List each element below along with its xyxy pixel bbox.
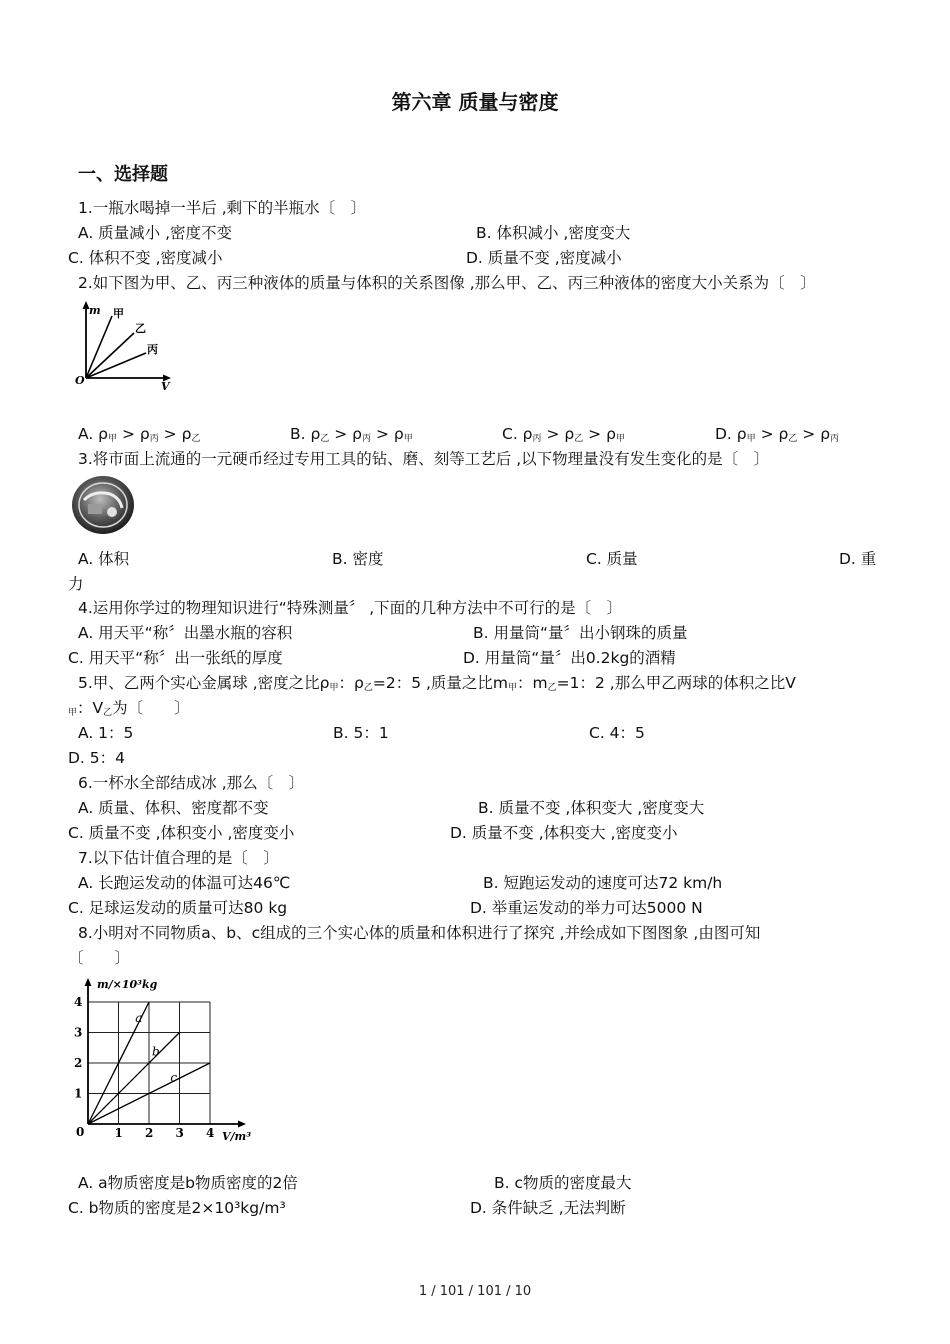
q2-label-yi: 乙 [135, 322, 146, 335]
q8-option-c: C. b物质的密度是2×10³kg/m³ [68, 1199, 286, 1217]
q5-option-d: D. 5：4 [68, 749, 126, 767]
page-title: 第六章 质量与密度 [391, 90, 559, 114]
q3-option-a: A. 体积 [78, 550, 130, 568]
q3-option-d: D. 重 [839, 550, 877, 568]
q2-label-bing: 丙 [147, 343, 158, 356]
q5-option-c: C. 4：5 [589, 724, 645, 742]
q8-x-arrow [238, 1121, 246, 1128]
q8-y-tick-label: 3 [74, 1025, 83, 1040]
q5-option-b: B. 5：1 [333, 724, 389, 742]
q6-stem: 6.一杯水全部结成冰 ,那么〔 〕 [78, 774, 305, 792]
q4-stem: 4.运用你学过的物理知识进行“特殊测量〞 ,下面的几种方法中不可行的是〔 〕 [78, 599, 623, 617]
q2-label-jia: 甲 [113, 307, 124, 320]
q8-stem-line2: 〔 〕 [68, 949, 131, 967]
q8-x-tick-label: 2 [145, 1126, 154, 1140]
q8-x-tick-label: 3 [175, 1126, 184, 1140]
q7-option-b: B. 短跑运发动的速度可达72 km/h [483, 874, 723, 892]
q4-option-d: D. 用量筒“量〞出0.2kg的酒精 [463, 649, 676, 667]
q2-mass-volume-graph [70, 298, 180, 394]
q8-option-b: B. c物质的密度最大 [494, 1174, 632, 1192]
q8-series-label-b: b [152, 1044, 160, 1059]
q3-stem: 3.将市面上流通的一元硬币经过专用工具的钻、磨、刻等工艺后 ,以下物理量没有发生变化的是〔 〕 [78, 450, 770, 468]
q5-stem-line2: $_甲$：$V_乙$为〔 〕 [68, 699, 190, 718]
page-footer: 1 / 101 / 101 / 10 [418, 1284, 532, 1299]
q2-origin: O [75, 374, 85, 387]
q8-stem-line1: 8.小明对不同物质a、b、c组成的三个实心体的质量和体积进行了探究 ,并绘成如下图图象 ,由图可知 [78, 924, 761, 942]
q8-series-label-a: a [135, 1010, 143, 1025]
q8-x-label: V/m³ [222, 1130, 252, 1143]
q2-x-label: V [161, 380, 170, 393]
q6-option-d: D. 质量不变 ,体积变大 ,密度变小 [450, 824, 678, 842]
q2-stem: 2.如下图为甲、乙、丙三种液体的质量与体积的关系图像 ,那么甲、乙、丙三种液体的密度大小关系为〔 〕 [78, 274, 816, 292]
q7-option-a: A. 长跑运发动的体温可达46℃ [78, 874, 291, 892]
q8-mass-volume-graph [68, 972, 258, 1150]
q2-option-c: C. $\rho_丙 > \rho_乙 > \rho_甲$ [502, 425, 625, 444]
q8-option-a: A. a物质密度是b物质密度的2倍 [78, 1174, 298, 1192]
q3-option-d-wrap: 力 [68, 575, 84, 593]
q5-option-a: A. 1：5 [78, 724, 134, 742]
q8-origin: 0 [76, 1125, 85, 1139]
q7-option-d: D. 举重运发动的举力可达5000 N [470, 899, 703, 917]
q2-line-yi [86, 333, 134, 378]
q6-option-c: C. 质量不变 ,体积变小 ,密度变小 [68, 824, 295, 842]
q7-option-c: C. 足球运发动的质量可达80 kg [68, 899, 288, 917]
q8-line-b [88, 1033, 180, 1125]
q8-x-tick-label: 4 [206, 1126, 215, 1140]
q8-y-tick-label: 2 [74, 1056, 83, 1070]
q2-option-d: D. $\rho_甲 > \rho_乙 > \rho_丙$ [715, 425, 840, 444]
q2-option-b: B. $\rho_乙 > \rho_丙 > \rho_甲$ [290, 425, 413, 444]
q1-option-b: B. 体积减小 ,密度变大 [476, 224, 631, 242]
q5-stem-line1: 5.甲、乙两个实心金属球 ,密度之比$\rho_甲$：$\rho_乙=2$：5 ,质量之比$m_甲$：$m_乙=1$：2 ,那么甲乙两球的体积之比V [78, 674, 796, 693]
section-heading: 一、选择题 [78, 164, 168, 185]
q7-stem: 7.以下估计值合理的是〔 〕 [78, 849, 279, 867]
q8-y-tick-label: 1 [74, 1086, 83, 1101]
q8-option-d: D. 条件缺乏 ,无法判断 [470, 1199, 626, 1217]
q8-series-label-c: c [170, 1070, 178, 1085]
q4-option-c: C. 用天平“称〞出一张纸的厚度 [68, 649, 283, 667]
q1-option-c: C. 体积不变 ,密度减小 [68, 249, 223, 267]
q8-y-label: m/×10³kg [97, 978, 158, 991]
q6-option-b: B. 质量不变 ,体积变大 ,密度变大 [478, 799, 705, 817]
q2-y-label: m [89, 304, 101, 317]
q8-y-tick-label: 4 [74, 995, 83, 1009]
q3-option-b: B. 密度 [332, 550, 384, 568]
q1-option-a: A. 质量减小 ,密度不变 [78, 224, 233, 242]
q3-option-c: C. 质量 [586, 550, 638, 568]
q8-y-arrow [85, 978, 92, 986]
q4-option-b: B. 用量筒“量〞出小钢珠的质量 [473, 624, 688, 642]
q1-stem: 1.一瓶水喝掉一半后 ,剩下的半瓶水〔 〕 [78, 199, 367, 217]
q3-coin-image [70, 474, 136, 536]
q2-option-a: A. $\rho_甲 > \rho_丙 > \rho_乙$ [78, 425, 201, 444]
q8-x-tick-label: 1 [114, 1126, 123, 1140]
q4-option-a: A. 用天平“称〞出墨水瓶的容积 [78, 624, 293, 642]
q6-option-a: A. 质量、体积、密度都不变 [78, 799, 269, 817]
q1-option-d: D. 质量不变 ,密度减小 [466, 249, 622, 267]
